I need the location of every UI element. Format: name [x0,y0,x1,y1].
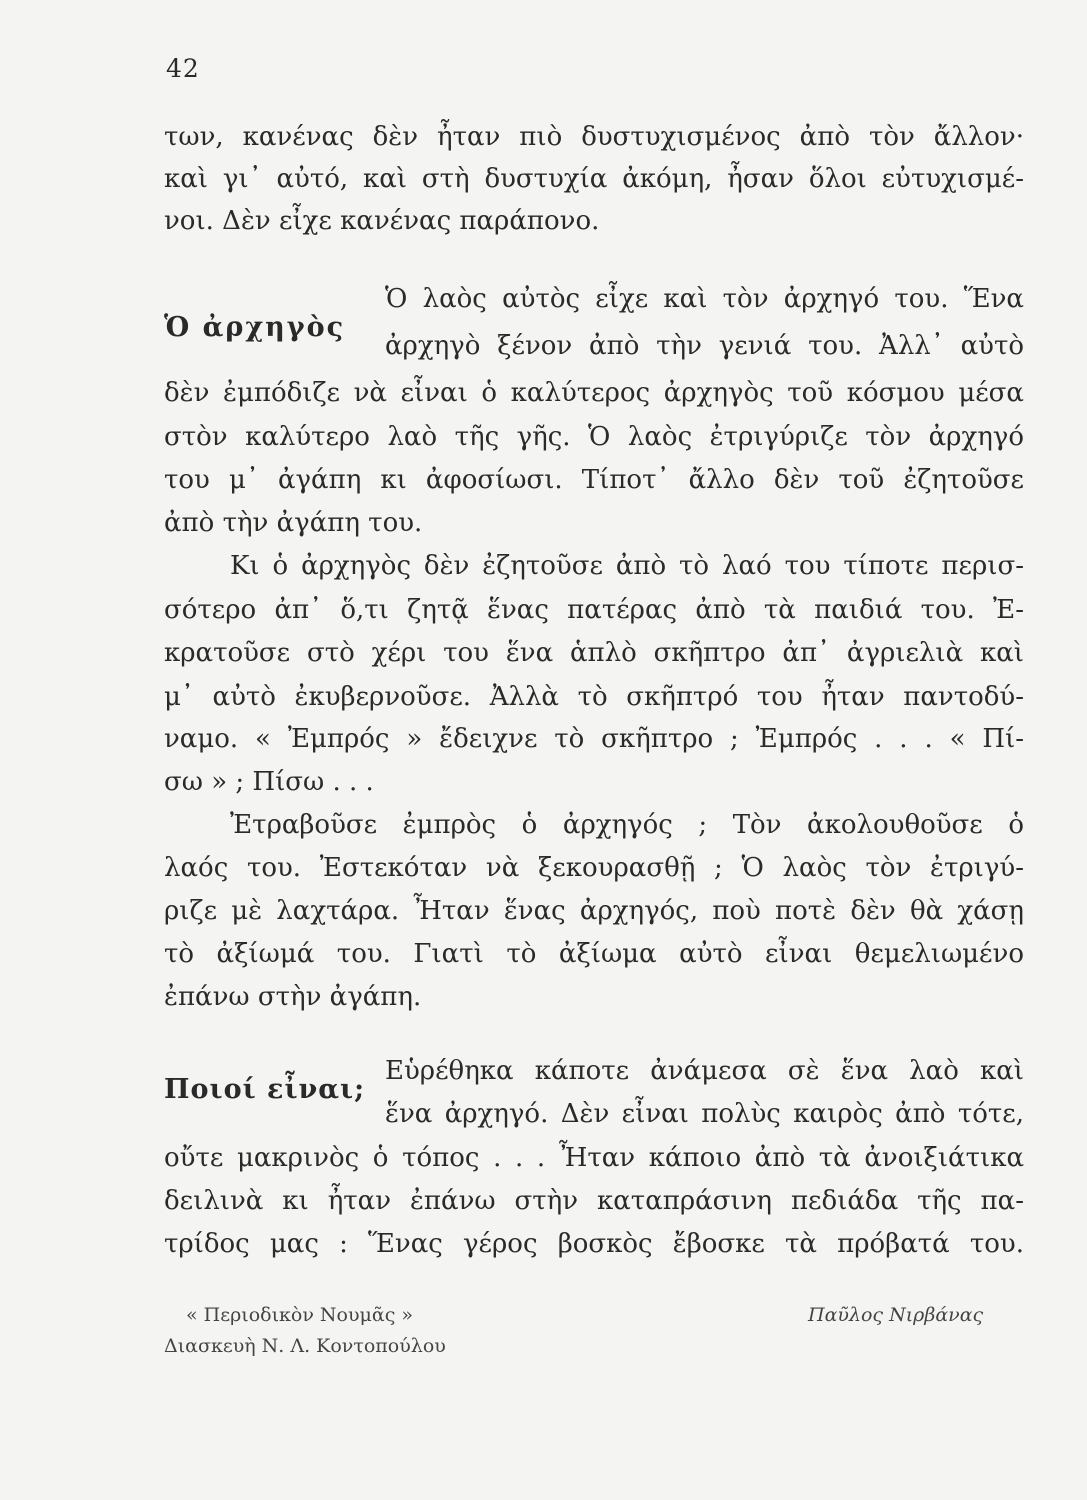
text-line: οὔτε μακρινὸς ὁ τόπος . . . Ἦταν κάποιο ἀπὸ τὰ ἀνοιξιάτικα [164,1143,1024,1173]
text-line: κρατοῦσε στὸ χέρι του ἕνα ἁπλὸ σκῆπτρο ἀπ᾽ ἀγριελιὰ καὶ [164,638,1024,668]
side-heading-leader: Ὁ ἀρχηγὸς [164,312,346,343]
text-line: ναμο. « Ἐμπρός » ἔδειχνε τὸ σκῆπτρο ; Ἐμπρός . . . « Πί- [164,724,1024,754]
text-line: τρίδος μας : Ἕνας γέρος βοσκὸς ἔβοσκε τὰ πρόβατά του. [164,1229,1024,1259]
text-line: τὸ ἀξίωμά του. Γιατὶ τὸ ἀξίωμα αὐτὸ εἶναι θεμελιωμένο [164,939,1024,969]
text-line: σω » ; Πίσω . . . [164,767,374,797]
text-line: νοι. Δὲν εἶχε κανένας παράπονο. [164,206,600,236]
text-line: σότερο ἀπ᾽ ὅ,τι ζητᾷ ἕνας πατέρας ἀπὸ τὰ παιδιά του. Ἐ- [164,595,1024,625]
source-citation: « Περιοδικὸν Νουμᾶς » [186,1304,414,1326]
text-line: στὸν καλύτερο λαὸ τῆς γῆς. Ὁ λαὸς ἐτριγύριζε τὸν ἀρχηγό [164,422,1024,452]
text-line: ἐπάνω στὴν ἀγάπη. [164,982,422,1012]
text-line: Κι ὁ ἀρχηγὸς δὲν ἐζητοῦσε ἀπὸ τὸ λαό του τίποτε περισ- [230,551,1024,581]
text-line: δὲν ἐμπόδιζε νὰ εἶναι ὁ καλύτερος ἀρχηγὸς τοῦ κόσμου μέσα [164,378,1024,408]
text-line: μ᾽ αὐτὸ ἐκυβερνοῦσε. Ἀλλὰ τὸ σκῆπτρό του ἦταν παντοδύ- [164,682,1024,712]
text-line: ἀρχηγὸ ξένον ἀπὸ τὴν γενιά του. Ἀλλ᾽ αὐτὸ [385,331,1024,361]
adaptation-credit: Διασκευὴ Ν. Λ. Κοντοπούλου [164,1335,446,1357]
text-line: Ἐτραβοῦσε ἐμπρὸς ὁ ἀρχηγός ; Τὸν ἀκολουθοῦσε ὁ [230,810,1024,840]
side-heading-who-are-they: Ποιοί εἶναι; [164,1074,366,1105]
text-line: των, κανένας δὲν ἦταν πιὸ δυστυχισμένος ἀπὸ τὸν ἄλλον· [164,122,1024,152]
text-line: ἕνα ἀρχηγό. Δὲν εἶναι πολὺς καιρὸς ἀπὸ τότε, [385,1099,1024,1129]
text-line: λαός του. Ἐστεκόταν νὰ ξεκουρασθῇ ; Ὁ λαὸς τὸν ἐτριγύ- [164,853,1024,883]
author-name: Παῦλος Νιρβάνας [808,1304,984,1326]
text-line: καὶ γι᾽ αὐτό, καὶ στὴ δυστυχία ἀκόμη, ἦσαν ὅλοι εὐτυχισμέ- [164,164,1024,194]
text-line: Ὁ λαὸς αὐτὸς εἶχε καὶ τὸν ἀρχηγό του. Ἕνα [385,284,1024,314]
text-line: του μ᾽ ἀγάπη κι ἀφοσίωσι. Τίποτ᾽ ἄλλο δὲν τοῦ ἐζητοῦσε [164,465,1024,495]
text-line: Εὑρέθηκα κάποτε ἀνάμεσα σὲ ἕνα λαὸ καὶ [385,1056,1024,1086]
page-number: 42 [166,54,200,83]
text-line: ἀπὸ τὴν ἀγάπη του. [164,508,423,538]
text-line: δειλινὰ κι ἦταν ἐπάνω στὴν καταπράσινη πεδιάδα τῆς πα- [164,1186,1024,1216]
text-line: ριζε μὲ λαχτάρα. Ἦταν ἕνας ἀρχηγός, ποὺ ποτὲ δὲν θὰ χάσῃ [164,896,1024,926]
